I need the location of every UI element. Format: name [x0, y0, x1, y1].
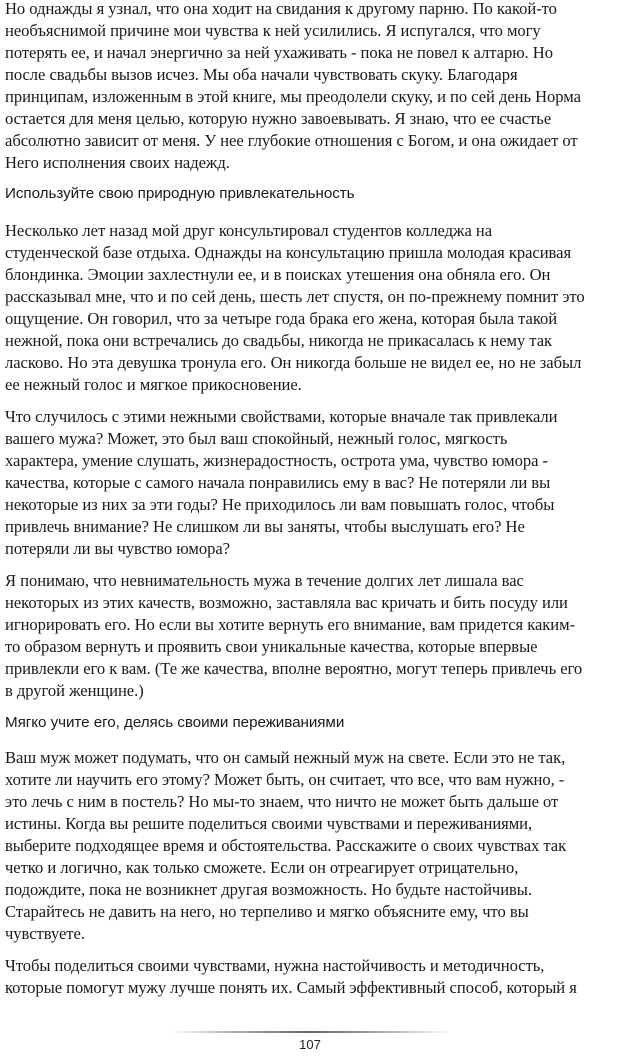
paragraph-3-line: характера, умение слушать, жизнерадостность, острота ума, чувство юмора -	[5, 451, 548, 470]
paragraph-4-line: в другой женщине.)	[5, 681, 144, 700]
paragraph-1-line: Него исполнения своих надежд.	[5, 153, 230, 172]
paragraph-4-line: игнорировать его. Но если вы хотите вернуть его внимание, вам придется каким-	[5, 615, 576, 634]
paragraph-5-line: Старайтесь не давить на него, но терпеливо и мягко объясните ему, что вы	[5, 902, 529, 921]
section-heading: Мягко учите его, делясь своими переживаниями	[5, 714, 345, 731]
paragraph-2-line: нежной, пока они встречались до свадьбы, никогда не прикасалась к нему так	[5, 331, 553, 350]
paragraph-6-line: которые помогут мужу лучше понять их. Самый эффективный способ, который я	[5, 978, 577, 997]
paragraph-1-line: необъяснимой причине мои чувства к ней усилились. Я испугался, что могу	[5, 21, 541, 40]
paragraph-5-line: Ваш муж может подумать, что он самый нежный муж на свете. Если это не так,	[5, 748, 566, 767]
paragraph-3-line: привлечь внимание? Не слишком ли вы заняты, чтобы выслушать его? Не	[5, 517, 525, 536]
paragraph-5-line: хотите ли научить его этому? Может быть, он считает, что все, что вам нужно, -	[5, 770, 565, 789]
paragraph-2-line: блондинка. Эмоции захлестнули ее, и в поисках утешения она обняла его. Он	[5, 265, 551, 284]
paragraph-1-line: абсолютно зависит от меня. У нее глубокие отношения с Богом, и она ожидает от	[5, 131, 578, 150]
paragraph-5-line: подождите, пока не возникнет другая возможность. Но будьте настойчивы.	[5, 880, 533, 899]
paragraph-5-line: истины. Когда вы решите поделиться своими чувствами и переживаниями,	[5, 814, 533, 833]
paragraph-4-line: то образом вернуть и проявить свои уникальные качества, которые впервые	[5, 637, 538, 656]
paragraph-3-line: потеряли ли вы чувство юмора?	[5, 539, 230, 558]
paragraph-1-line: Но однажды я узнал, что она ходит на свидания к другому парню. По какой-то	[5, 0, 557, 18]
page-number: 107	[299, 1037, 321, 1052]
paragraph-2-line: ее нежный голос и мягкое прикосновение.	[5, 375, 302, 394]
paragraph-1-line: после свадьбы вызов исчез. Мы оба начали чувствовать скуку. Благодаря	[5, 65, 518, 84]
paragraph-3-line: некоторые из них за эти годы? Не приходилось ли вам повышать голос, чтобы	[5, 495, 555, 514]
paragraph-5-line: чувствуете.	[5, 924, 85, 943]
paragraph-5-line: выберите подходящее время и обстоятельства. Расскажите о своих чувствах так	[5, 836, 567, 855]
paragraph-2-line: ощущение. Он говорил, что за четыре года брака его жена, которая была такой	[5, 309, 558, 328]
paragraph-4-line: Я понимаю, что невнимательность мужа в течение долгих лет лишала вас	[5, 571, 524, 590]
paragraph-1-line: принципам, изложенным в этой книге, мы преодолели скуку, и по сей день Норма	[5, 87, 581, 106]
paragraph-2-line: Несколько лет назад мой друг консультировал студентов колледжа на	[5, 221, 493, 240]
section-heading: Используйте свою природную привлекательность	[5, 185, 355, 202]
paragraph-1-line: потерять ее, и начал энергично за ней ухаживать - пока не повел к алтарю. Но	[5, 43, 553, 62]
paragraph-4-line: некоторых из этих качеств, возможно, заставляла вас кричать и бить посуду или	[5, 593, 568, 612]
paragraph-1-line: остается для меня целью, которую нужно завоевывать. Я знаю, что ее счастье	[5, 109, 552, 128]
paragraph-5-line: это лечь с ним в постель? Но мы-то знаем, что ничто не может быть дальше от	[5, 792, 559, 811]
paragraph-3-line: вашего мужа? Может, это был ваш спокойный, нежный голос, мягкость	[5, 429, 508, 448]
paragraph-2-line: рассказывал мне, что и по сей день, шесть лет спустя, он по-прежнему помнит это	[5, 287, 585, 306]
paragraph-3-line: качества, которые с самого начала понравились ему в вас? Не потеряли ли вы	[5, 473, 551, 492]
paragraph-5-line: четко и логично, как только сможете. Если он отреагирует отрицательно,	[5, 858, 519, 877]
paragraph-2-line: студенческой базе отдыха. Однажды на консультацию пришла молодая красивая	[5, 243, 572, 262]
paragraph-2-line: ласково. Но эта девушка тронула его. Он никогда больше не видел ее, но не забыл	[5, 353, 582, 372]
paragraph-3-line: Что случилось с этими нежными свойствами, которые вначале так привлекали	[5, 407, 558, 426]
footer-divider	[168, 1031, 452, 1033]
paragraph-6-line: Чтобы поделиться своими чувствами, нужна настойчивость и методичность,	[5, 956, 545, 975]
paragraph-4-line: привлекли его к вам. (Те же качества, вполне вероятно, могут теперь привлечь его	[5, 659, 583, 678]
